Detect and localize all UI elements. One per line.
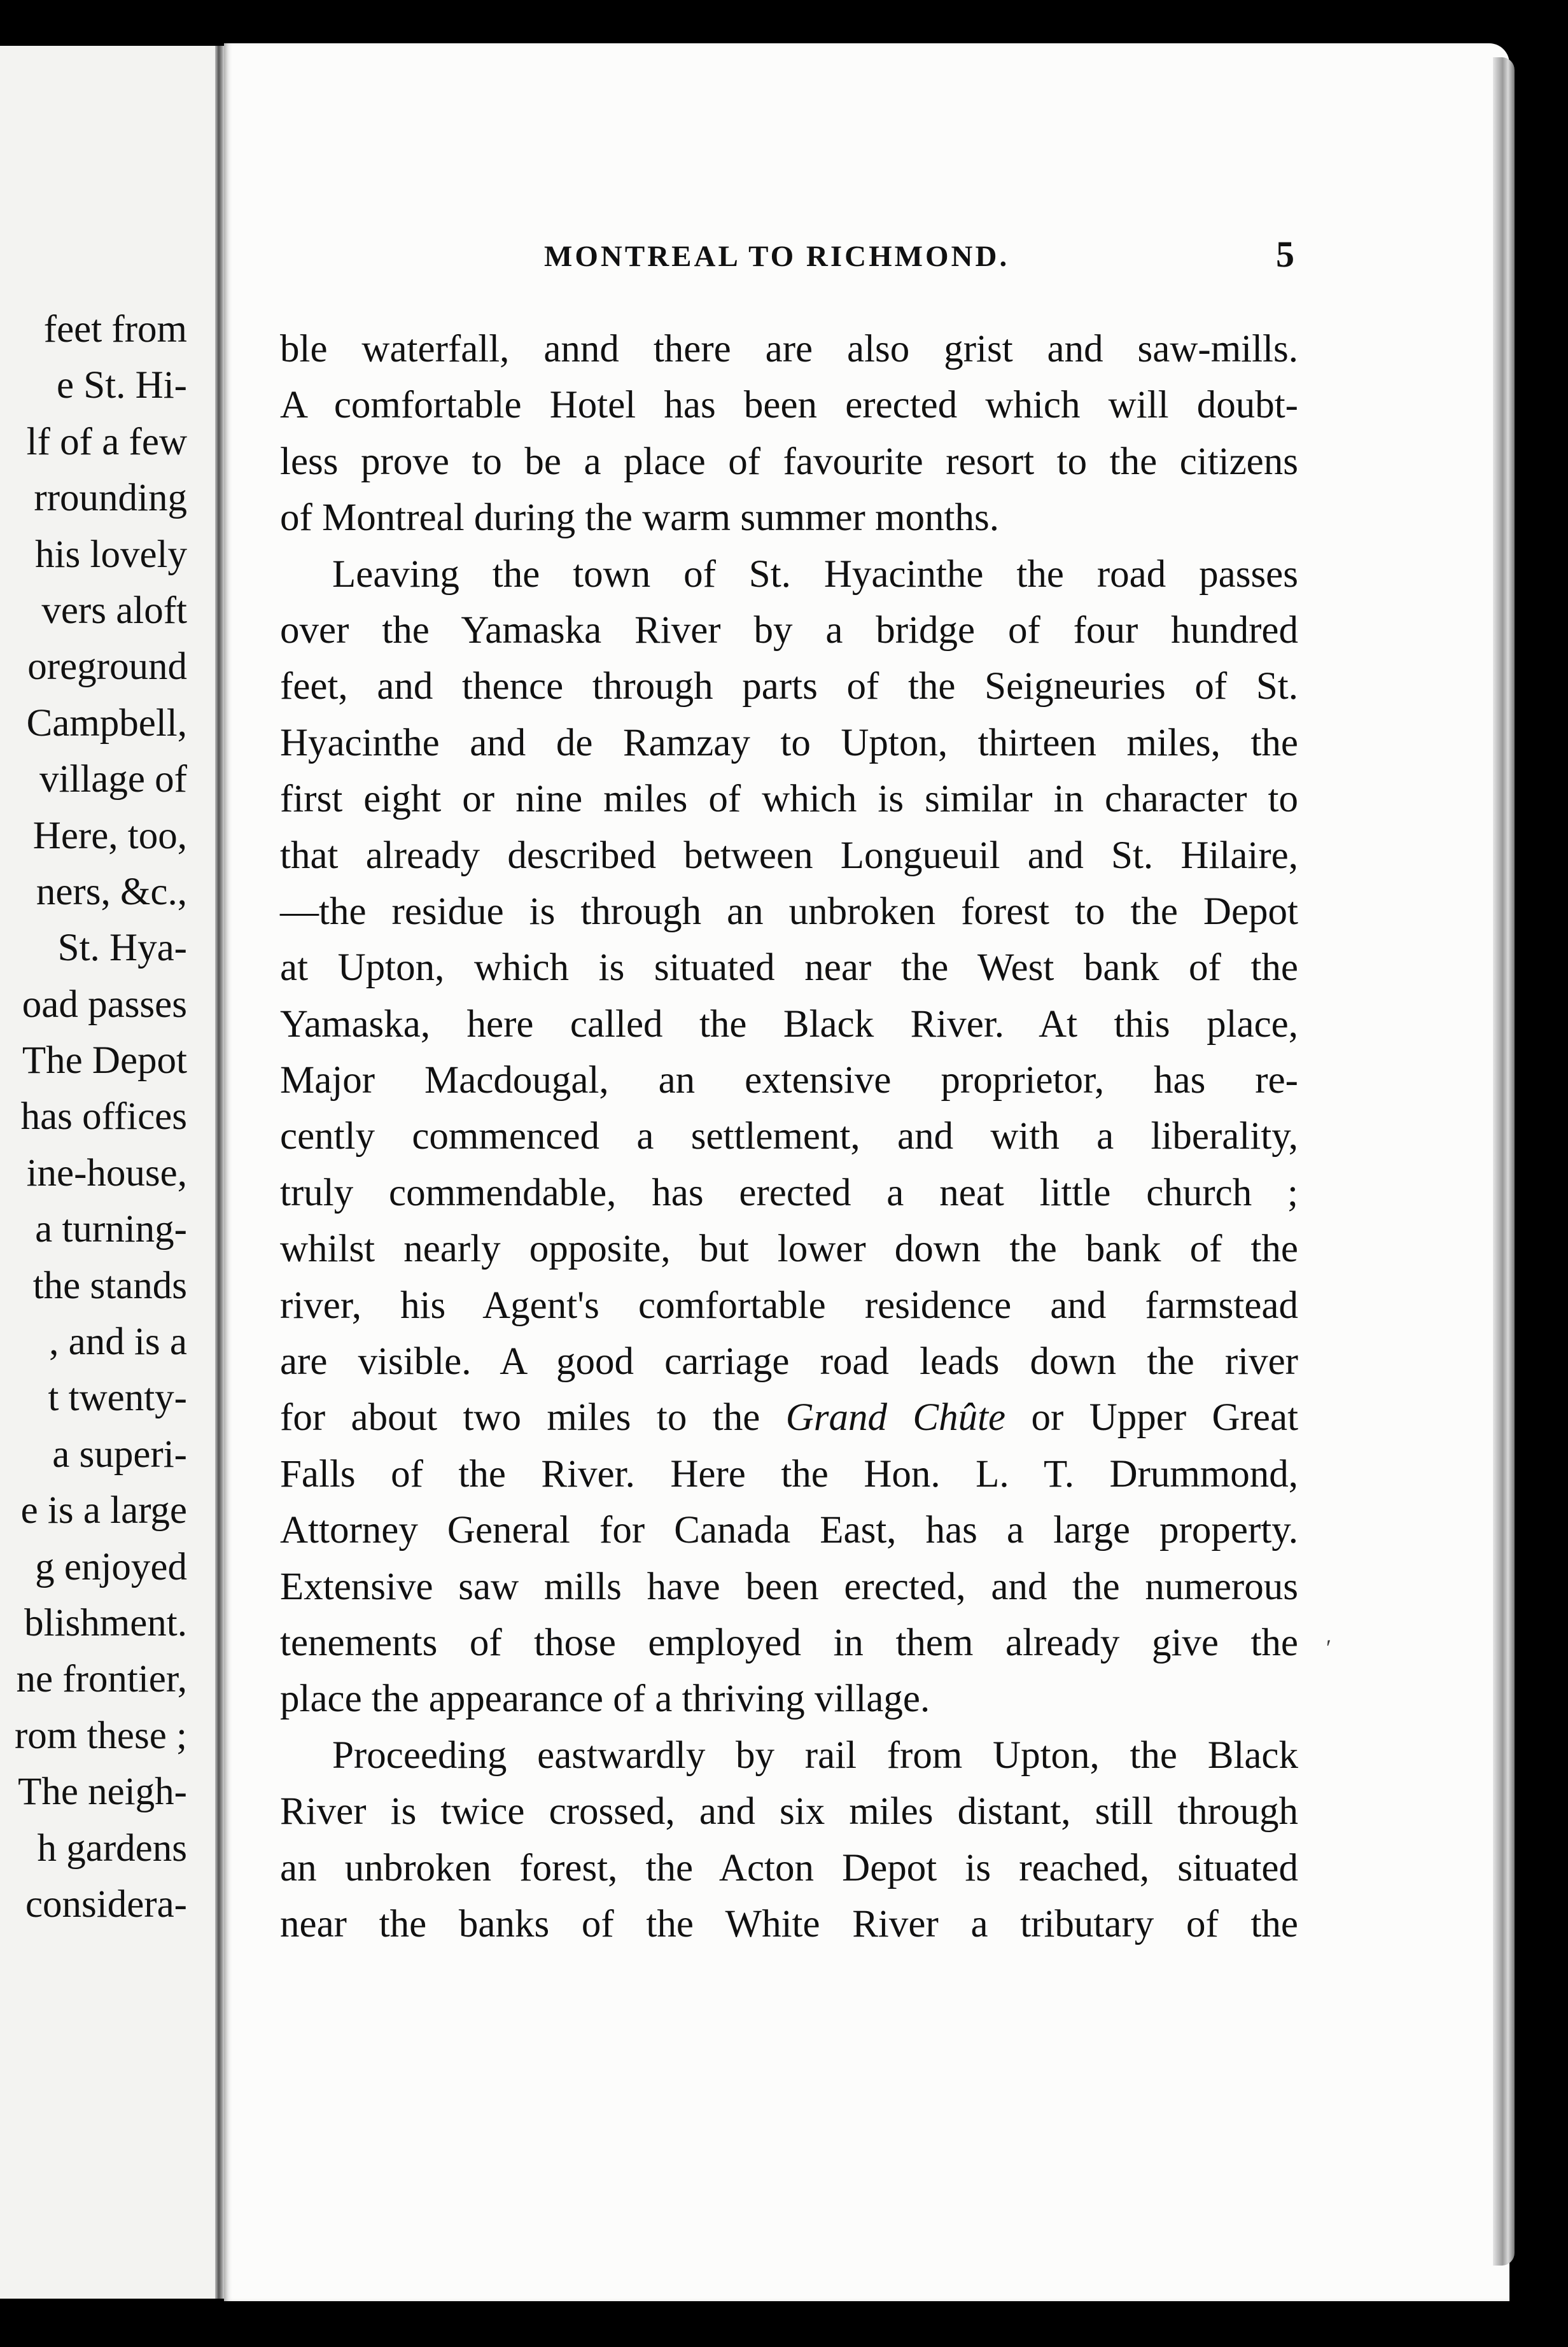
text-line: Proceeding eastwardly by rail from Upton, the Black (332, 1734, 1298, 1777)
text-line: tenements of those employed in them already give the (280, 1621, 1298, 1664)
left-page-line: Here, too, (32, 814, 187, 857)
left-page-line: blishment. (24, 1601, 187, 1644)
left-page-line: The Depot (22, 1039, 187, 1082)
left-page-line: St. Hya- (57, 927, 187, 970)
text-line: are visible. A good carriage road leads down the river (280, 1340, 1298, 1384)
left-page-line: g enjoyed (35, 1545, 187, 1588)
paragraph (280, 547, 1298, 1728)
text-line: Falls of the River. Here the Hon. L. T. Drummond, (280, 1452, 1298, 1496)
text-line: river, his Agent's comfortable residence and farmstead (280, 1284, 1298, 1327)
left-page-line: e St. Hi- (56, 364, 187, 407)
left-page-line: vers aloft (41, 589, 187, 632)
text-line: Major Macdougal, an extensive proprietor, has re- (280, 1059, 1298, 1102)
text-line: for about two miles to the Grand Chûte or Upper Great (280, 1396, 1299, 1440)
text-line: —the residue is through an unbroken forest to the Depot (280, 890, 1298, 933)
left-page-line: the stands (32, 1264, 187, 1307)
page-number: 5 (1276, 234, 1294, 275)
left-page-line: feet from (43, 308, 187, 351)
left-page-line: ine-house, (26, 1151, 187, 1195)
text-line: whilst nearly opposite, but lower down the bank of the (280, 1228, 1298, 1271)
left-page-text (0, 302, 187, 1933)
body-text (280, 321, 1298, 1952)
left-page-line: lf of a few (26, 420, 187, 463)
text-line: of Montreal during the warm summer months. (280, 496, 999, 540)
left-page-line: h gardens (37, 1826, 187, 1870)
text-line: ble waterfall, annd there are also grist and saw-mills. (280, 328, 1298, 370)
left-page-line: rrounding (34, 477, 187, 520)
left-page-line: a turning- (35, 1208, 187, 1251)
paragraph (280, 321, 1298, 547)
book-gutter (215, 46, 224, 2299)
left-page-line: ners, &c., (36, 870, 187, 913)
left-page-line: t twenty- (48, 1377, 187, 1420)
text-line: Extensive saw mills have been erected, and the numerous (280, 1565, 1298, 1608)
text-line: place the appearance of a thriving village. (280, 1678, 930, 1721)
left-page-line: rom these ; (14, 1714, 187, 1757)
left-page-line: oad passes (22, 983, 187, 1026)
left-page-line: village of (39, 758, 187, 801)
text-line: over the Yamaska River by a bridge of four hundred (280, 608, 1298, 652)
left-page-line: , and is a (49, 1321, 187, 1364)
text-line: that already described between Longueuil and St. Hilaire, (280, 834, 1298, 877)
text-line: less prove to be a place of favourite resort to the citizens (280, 440, 1298, 483)
page-edge (1493, 57, 1515, 2266)
left-page-line: his lovely (35, 533, 187, 576)
left-page-line: considera- (25, 1882, 187, 1926)
text-line: Attorney General for Canada East, has a large property. (280, 1509, 1298, 1552)
left-page-line: The neigh- (18, 1770, 187, 1814)
left-page-line: oreground (27, 645, 187, 689)
text-line: cently commenced a settlement, and with a liberality, (280, 1115, 1298, 1158)
text-line: Yamaska, here called the Black River. At this place, (280, 1002, 1298, 1046)
text-line: River is twice crossed, and six miles distant, still through (280, 1790, 1298, 1833)
text-line: near the banks of the White River a tributary of the (280, 1902, 1298, 1945)
italic-place-name: Grand Chûte (785, 1396, 1006, 1440)
left-page (0, 46, 224, 2299)
text-line: an unbroken forest, the Acton Depot is reached, situated (280, 1846, 1298, 1889)
left-page-line: Campbell, (26, 701, 187, 745)
text-line: truly commendable, has erected a neat little church ; (280, 1171, 1298, 1214)
text-line: at Upton, which is situated near the West bank of the (280, 946, 1298, 990)
text-line: first eight or nine miles of which is similar in character to (280, 778, 1298, 821)
paragraph (280, 1728, 1298, 1953)
left-page-line: has offices (20, 1095, 187, 1138)
margin-mark: ʹ (1326, 1635, 1331, 1660)
left-page-line: a superi- (52, 1433, 187, 1476)
text-line: Hyacinthe and de Ramzay to Upton, thirteen miles, the (280, 721, 1298, 764)
text-line: Leaving the town of St. Hyacinthe the road passes (332, 552, 1298, 596)
running-header: MONTREAL TO RICHMOND. (544, 240, 1010, 273)
text-line: A comfortable Hotel has been erected which will doubt- (280, 384, 1298, 427)
text-line: feet, and thence through parts of the Seigneuries of St. (280, 665, 1298, 708)
left-page-line: e is a large (20, 1489, 187, 1532)
left-page-line: ne frontier, (16, 1658, 187, 1701)
